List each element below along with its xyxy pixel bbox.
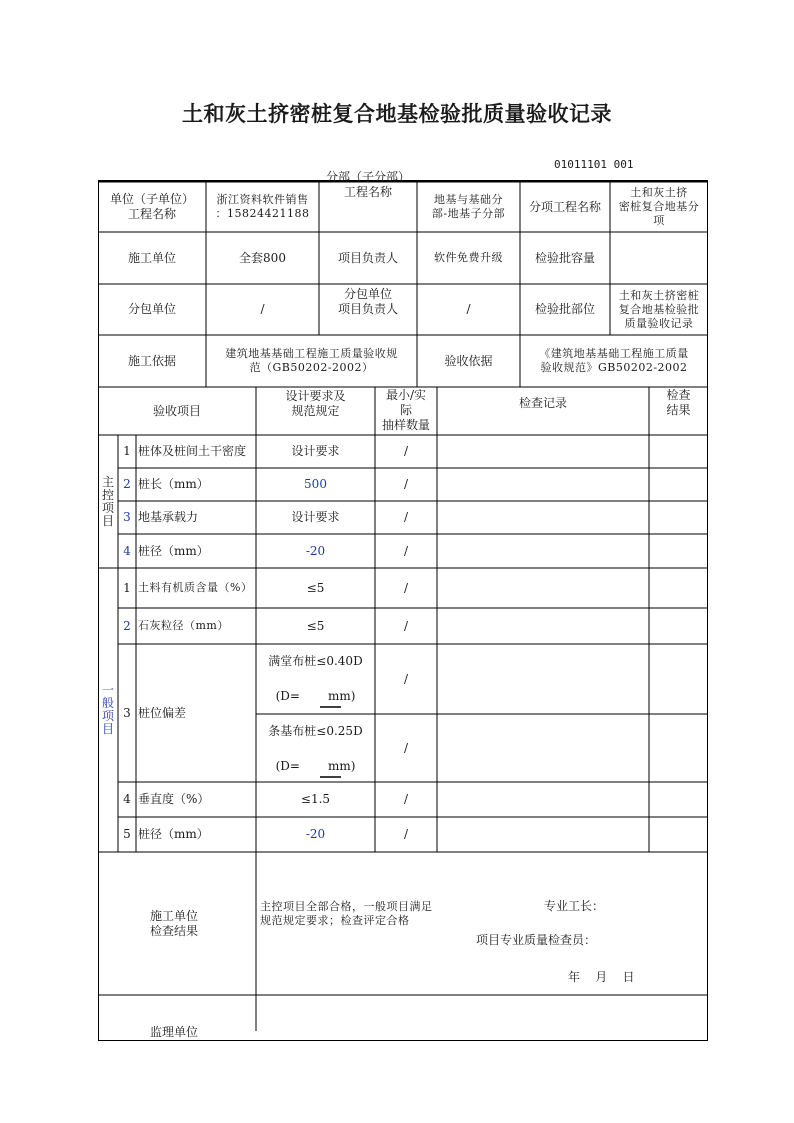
main-item-sample: / [403,510,409,524]
general-item-design: -20 [305,827,326,841]
general-item-name: 桩位偏差 [138,705,187,720]
column-result: 检查 结果 [666,388,691,417]
check-date: 年 月 日 [568,969,635,984]
main-item-name: 桩长（mm） [138,477,209,491]
general-item-sample: / [403,580,409,595]
column-record: 检查记录 [518,395,567,410]
main-item-sample: / [403,444,409,458]
project-manager-label: 项目负责人 [337,250,398,265]
general-item-design: ≤5 [306,580,325,595]
general-item-no: 5 [123,827,131,841]
acceptance-table [98,170,708,1039]
column-item: 验收项目 [152,403,201,418]
main-item-sample: / [403,543,409,558]
batch-capacity-value [610,232,708,284]
subcontract-unit-label: 分包单位 [127,302,176,316]
pile-offset-strip-sample: / [403,740,409,755]
main-item-no: 2 [123,477,131,491]
main-item-name: 桩体及桩间土干密度 [138,444,247,458]
pile-offset-full-rule: 满堂布桩≤0.40D [268,653,363,668]
diameter-prefix: (D= [275,758,300,773]
subcontract-manager-label: 分包单位 项目负责人 [337,286,398,316]
main-item-name: 桩径（mm） [138,543,209,558]
diameter-unit: mm) [327,758,356,773]
general-item-name: 土料有机质含量（%） [138,581,253,594]
pile-offset-full-sample: / [403,671,409,686]
subitem-name-value: 土和灰土挤 密桩复合地基分 项 [618,186,700,227]
acceptance-basis-value: 《建筑地基基础工程施工质量 验收规范》GB50202-2002 [539,347,689,374]
main-item-no: 1 [123,444,131,458]
construction-check-label: 施工单位 检查结果 [150,908,199,938]
main-item-design: -20 [305,543,326,558]
general-item-name: 桩径（mm） [138,827,209,841]
pile-offset-strip-rule: 条基布桩≤0.25D [268,723,363,738]
general-item-sample: / [403,792,409,806]
construction-unit-value: 全套800 [239,250,286,265]
construction-check-conclusion: 主控项目全部合格，一般项目满足 规范规定要求；检查评定合格 [260,900,433,927]
general-item-no: 4 [123,792,131,806]
main-item-no: 4 [123,543,131,558]
subcontract-manager-value: / [466,302,471,316]
main-item-design: 500 [304,477,327,491]
main-item-sample: / [403,477,409,491]
batch-part-value: 土和灰土挤密桩 复合地基检验批 质量验收记录 [618,288,700,330]
column-design: 设计要求及 规范规定 [285,389,346,418]
main-item-design: 设计要求 [291,510,340,524]
general-item-no: 2 [123,618,131,633]
subitem-name-label: 分项工程名称 [528,199,601,214]
general-item-sample: / [403,827,409,841]
unit-name-label: 单位（子单位） 工程名称 [109,192,194,221]
general-item-design: ≤1.5 [300,792,331,806]
main-control-group-label: 主 控 项 目 [101,474,114,528]
project-manager-value: 软件免费升级 [434,251,503,264]
construction-basis-label: 施工依据 [127,353,176,368]
pile-offset-full-diameter [256,685,375,707]
general-item-name: 石灰粒径（mm） [138,619,229,632]
diameter-unit: mm) [327,688,356,703]
column-sample: 最小/实 际 抽样数量 [381,388,430,432]
supervision-unit-label: 监理单位 [150,1024,199,1039]
division-name-label: 分部（子分部） 工程名称 [325,170,410,199]
batch-capacity-label: 检验批容量 [534,250,595,265]
main-item-name: 地基承载力 [138,510,199,524]
quality-inspector-label: 项目专业质量检查员： [476,932,597,947]
unit-name-value: 浙江资料软件销售 ：15824421188 [215,193,310,220]
general-group-label: 一 般 项 目 [101,683,114,736]
general-item-design: ≤5 [306,618,325,633]
main-item-design: 设计要求 [291,444,340,458]
diameter-prefix: (D= [275,688,300,703]
general-item-sample: / [403,618,409,633]
acceptance-basis-label: 验收依据 [444,353,493,368]
pile-offset-strip-diameter [256,755,375,777]
main-item-no: 3 [123,510,131,524]
batch-part-label: 检验批部位 [534,302,595,316]
document-title: 土和灰土挤密桩复合地基检验批质量验收记录 [182,102,612,126]
foreman-label: 专业工长： [544,898,605,913]
general-item-no: 3 [123,705,131,720]
construction-basis-value: 建筑地基基础工程施工质量验收规 范（GB50202-2002） [225,347,398,374]
subcontract-unit-value: / [260,302,265,316]
construction-unit-label: 施工单位 [127,250,176,265]
division-name-value: 地基与基础分 部-地基子分部 [431,193,506,220]
general-item-name: 垂直度（%） [138,792,210,806]
record-code: 01011101 001 [554,158,634,171]
general-item-no: 1 [123,580,131,595]
